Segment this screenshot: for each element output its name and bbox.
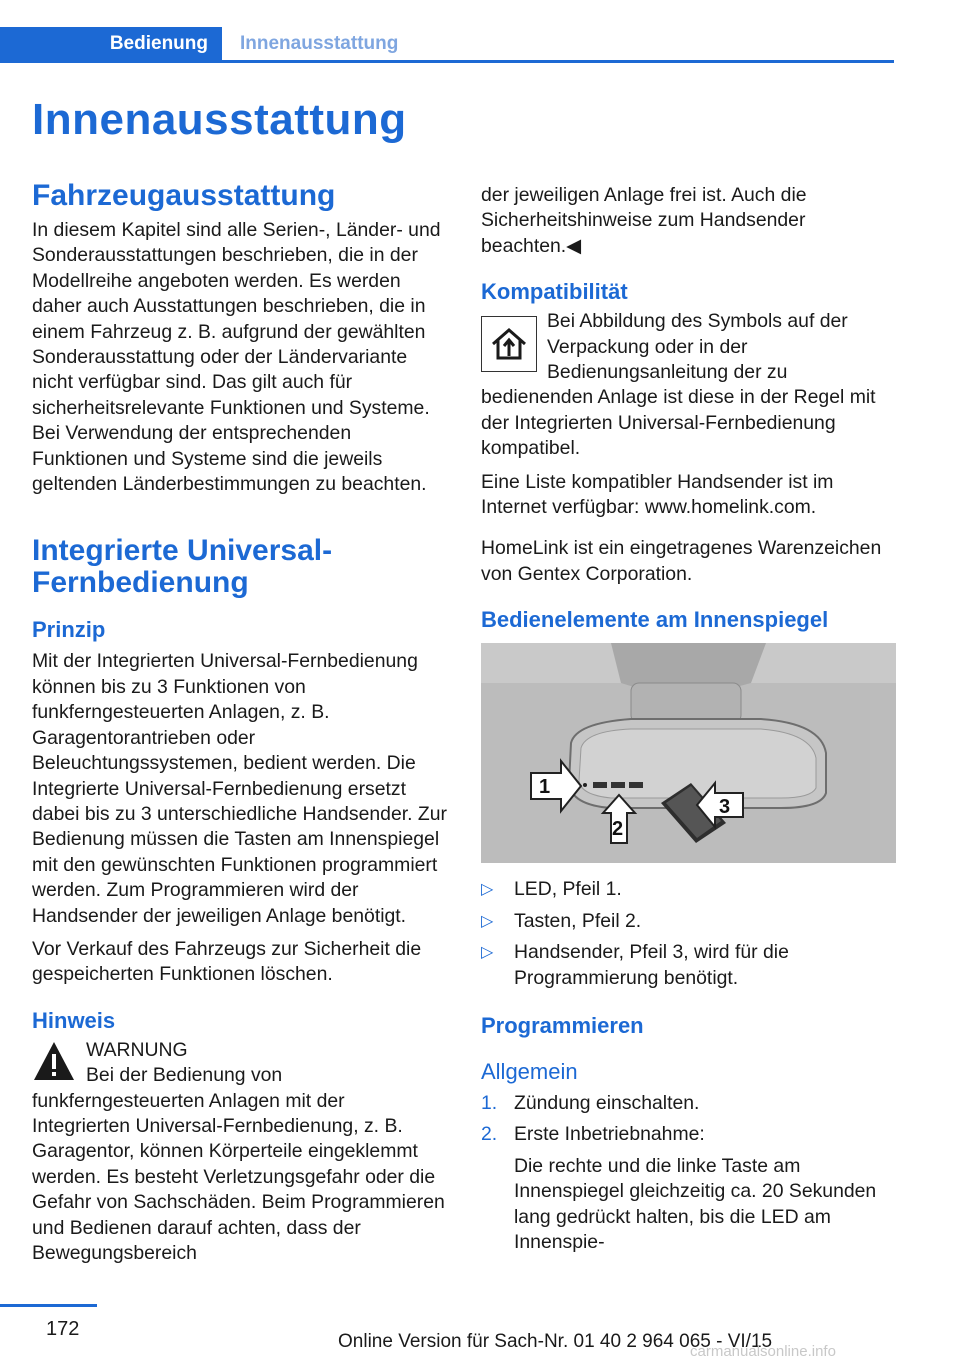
paragraph-kompat-3: HomeLink ist ein eingetragenes Warenzeichen von Gentex Corporation. — [481, 537, 882, 585]
mirror-figure — [481, 643, 896, 863]
list-item: ▷ LED, Pfeil 1. — [481, 877, 896, 902]
list-item: ▷ Handsender, Pfeil 3, wird für die Programmierung benötigt. — [481, 941, 789, 989]
paragraph-prinzip-2: Vor Verkauf des Fahrzeugs zur Sicherheit die gespeicherten Funktionen löschen. — [32, 937, 422, 986]
tab-bedienung[interactable]: Bedienung — [0, 27, 222, 60]
heading-kompatibilitaet: Kompatibilität — [481, 279, 628, 305]
heading-programmieren: Programmieren — [481, 1012, 644, 1038]
bullet-marker: ▷ — [481, 881, 494, 899]
heading-hinweis: Hinweis — [32, 1007, 116, 1033]
list-item: ▷ Tasten, Pfeil 2. — [481, 909, 896, 934]
header-rule — [0, 60, 894, 63]
paragraph-continuation: der jeweiligen Anlage frei ist. Auch die Sicherheitshinweise zum Handsender beachten.◀ — [481, 184, 807, 257]
homelink-garage-icon — [481, 316, 537, 372]
paragraph-kompat-1: Bei Abbildung des Symbols auf der Verpackung oder in der Bedienungsanleitung der zu bedienenden Anlage ist diese in der Regel mit der Integrierten Universal-Fernbedienung kompatibel. — [481, 310, 876, 460]
paragraph-fahrzeugausstattung: In diesem Kapitel sind alle Serien-, Länder- und Sonderausstattungen beschrieben, die in der Modellreihe angeboten werden. Es werden daher auch Ausstattungen beschrieben, die in einem Fahrzeug z. B. aufgrund der gewählten Sonderausstattung oder der Ländervariante nicht verfügbar sind. Das gilt auch für sicherheitsrelevante Funktionen und Systeme. Bei Verwendung der entsprechenden Funktionen und Systeme sind die jeweils geltenden Länderbestimmungen zu beachten. — [32, 219, 441, 496]
header-tabbar — [0, 27, 894, 63]
footer-rule — [0, 1304, 97, 1307]
heading-bedienelemente: Bedienelemente am Innenspiegel — [481, 607, 829, 633]
figure-label-2: 2 — [612, 818, 624, 841]
paragraph-kompat-2: Eine Liste kompatibler Handsender ist im Internet verfügbar: www.homelink.com. — [481, 470, 834, 519]
step-number: 1. — [481, 1091, 498, 1114]
heading-fahrzeugausstattung: Fahrzeugausstattung — [32, 179, 336, 212]
paragraph-prinzip-1: Mit der Integrierten Universal-Fernbedienung können bis zu 3 Funktionen von funkferngesteuerten Anlagen, z. B. Garagentorantrieben oder Beleuchtungssystemen, bedient werden. Die Integrierte Universal-Fernbedienung ersetzt dabei bis zu 3 unterschiedliche Handsender. Zur Bedienung müssen die Tasten am Innenspiegel mit den gewünschten Funktionen programmiert werden. Zum Programmieren wird der Handsender der jeweiligen Anlage benötigt. — [32, 650, 447, 927]
heading-integrierte-fernbedienung: Integrierte Universal-Fernbedienung — [32, 534, 333, 600]
heading-prinzip: Prinzip — [32, 617, 106, 643]
tab-innenausstattung[interactable]: Innenausstattung — [240, 32, 399, 54]
mirror-illustration — [481, 643, 896, 863]
step-detail: Die rechte und die linke Taste am Innenspiegel gleichzeitig ca. 20 Sekunden lang gedrückt halten, bis die LED am Innenspie- — [514, 1154, 877, 1253]
page-title: Innenausstattung — [32, 95, 407, 144]
heading-allgemein: Allgemein — [481, 1058, 578, 1084]
step-number: 2. — [481, 1123, 498, 1146]
kompat-block — [481, 309, 896, 461]
warning-block — [32, 1038, 448, 1267]
figure-label-3: 3 — [719, 796, 731, 819]
bullet-list — [481, 877, 896, 991]
warning-triangle-icon — [32, 1040, 76, 1082]
warning-label: WARNUNG — [86, 1038, 188, 1061]
step-item: 1. Zündung einschalten. — [481, 1091, 896, 1116]
watermark: carmanualsonline.info — [690, 1343, 836, 1360]
warning-text: Bei der Bedienung von funkferngesteuerten Anlagen mit der Integrierten Universal-Fernbedienung, z. B. Garagentor, können Körperteile eingeklemmt werden. Es besteht Verletzungsgefahr oder die Gefahr von Sachschäden. Beim Programmieren und Bedienen darauf achten, dass der Bewegungsbereich — [32, 1064, 445, 1264]
left-column — [32, 180, 448, 1266]
page-number: 172 — [46, 1318, 80, 1340]
step-item: 2. Erste Inbetriebnahme: Die rechte und die linke Taste am Innenspiegel gleichzeitig ca. 20 Sekunden lang gedrückt halten, bis die LED am Innenspie- — [481, 1122, 896, 1255]
right-column — [481, 183, 896, 1261]
steps-list — [481, 1091, 896, 1255]
bullet-marker: ▷ — [481, 912, 494, 930]
bullet-marker: ▷ — [481, 944, 494, 962]
online-version-note: Online Version für Sach-Nr. 01 40 2 964 065 - VI/15 — [338, 1331, 773, 1352]
figure-label-1: 1 — [539, 776, 551, 799]
